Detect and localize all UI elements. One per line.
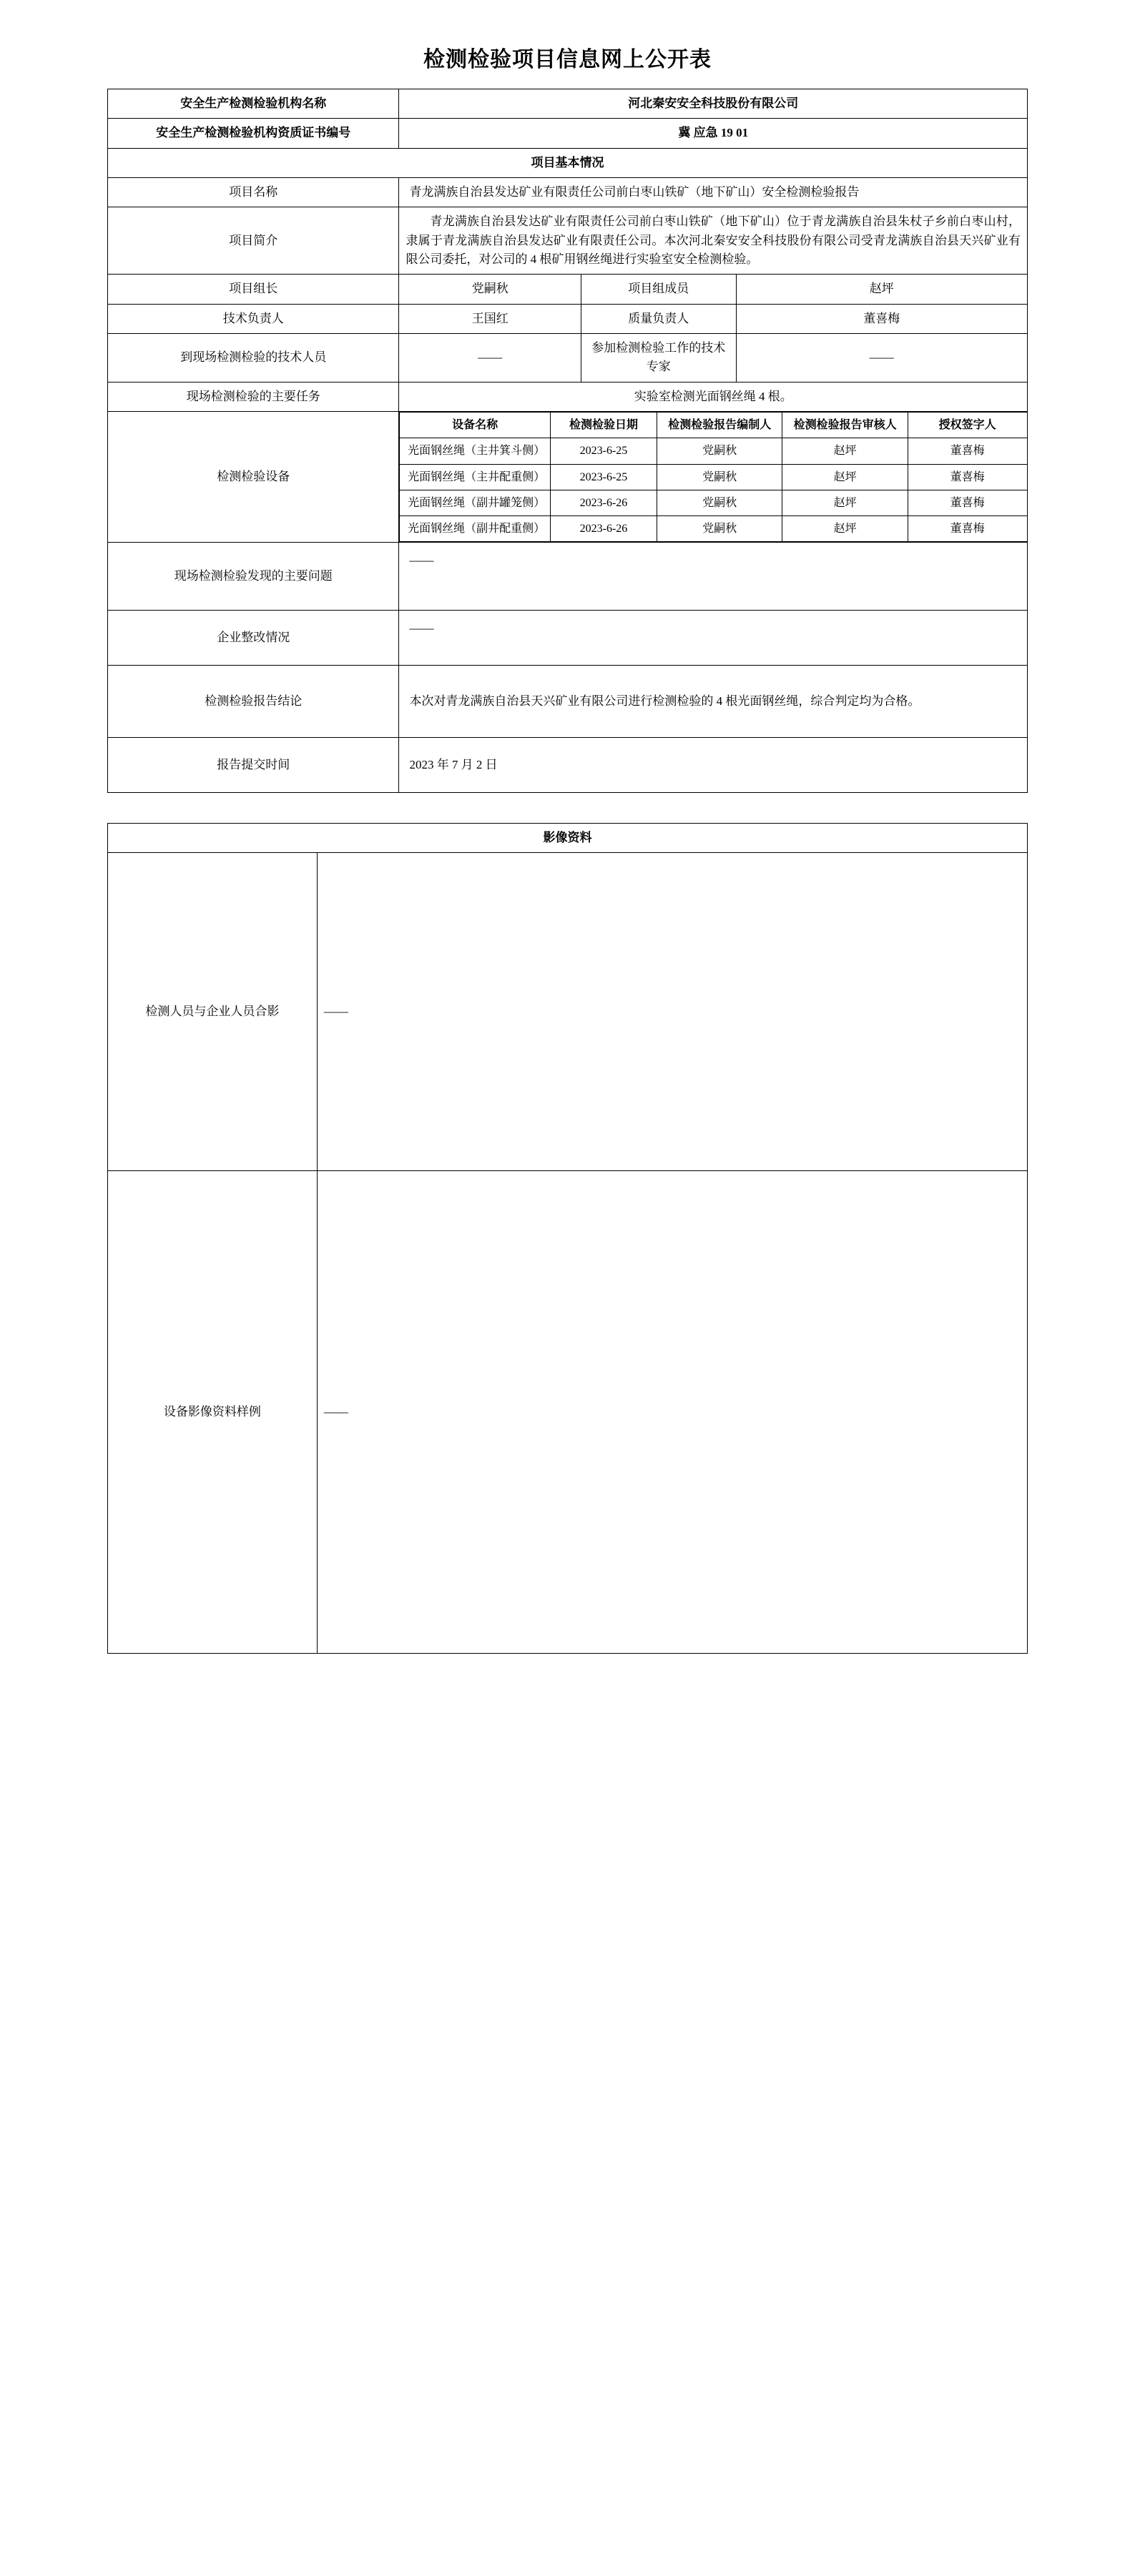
submit-time-label: 报告提交时间: [108, 738, 399, 793]
equipment-col-reviewer: 检测检验报告审核人: [782, 413, 908, 438]
equipment-compiler: 党嗣秋: [657, 515, 782, 541]
section-basic-info-header: 项目基本情况: [108, 148, 1028, 177]
table-row: [108, 853, 1028, 1171]
equipment-date: 2023-6-26: [550, 490, 657, 515]
equipment-date: 2023-6-26: [550, 515, 657, 541]
project-info-table: [107, 89, 1028, 793]
equipment-name: 光面钢丝绳（副井罐笼侧）: [400, 490, 550, 515]
equipment-table-container: [399, 412, 1028, 543]
table-row: [400, 490, 1027, 515]
equipment-signer: 董喜梅: [908, 490, 1027, 515]
equipment-label: 检测检验设备: [108, 412, 399, 543]
equipment-name: 光面钢丝绳（主井配重侧）: [400, 464, 550, 490]
table-row: [108, 666, 1028, 738]
equipment-signer: 董喜梅: [908, 515, 1027, 541]
rectification-label: 企业整改情况: [108, 611, 399, 666]
main-problem-label: 现场检测检验发现的主要问题: [108, 543, 399, 611]
equipment-signer: 董喜梅: [908, 464, 1027, 490]
table-row: [108, 382, 1028, 411]
quality-leader-label: 质量负责人: [581, 304, 736, 333]
rectification-value: ——: [399, 611, 1028, 666]
project-name-value: 青龙满族自治县发达矿业有限责任公司前白枣山铁矿（地下矿山）安全检测检验报告: [399, 178, 1028, 207]
table-row: [108, 543, 1028, 611]
onsite-tech-label: 到现场检测检验的技术人员: [108, 334, 399, 383]
table-row: [400, 464, 1027, 490]
table-gap-spacer: [107, 793, 1028, 823]
equipment-name: 光面钢丝绳（副井配重侧）: [400, 515, 550, 541]
table-row: [108, 1171, 1028, 1654]
expert-value: ——: [736, 334, 1027, 383]
equipment-date: 2023-6-25: [550, 464, 657, 490]
equipment-header-row: [400, 413, 1027, 438]
equipment-compiler: 党嗣秋: [657, 438, 782, 464]
equipment-photo-label: 设备影像资料样例: [108, 1171, 318, 1654]
project-leader-value: 党嗣秋: [399, 275, 581, 304]
table-row: [108, 178, 1028, 207]
equipment-compiler: 党嗣秋: [657, 464, 782, 490]
table-row: [108, 611, 1028, 666]
equipment-date: 2023-6-25: [550, 438, 657, 464]
org-name-value: 河北秦安安全科技股份有限公司: [399, 89, 1028, 119]
table-row: [108, 334, 1028, 383]
main-task-label: 现场检测检验的主要任务: [108, 382, 399, 411]
table-row: [108, 738, 1028, 793]
project-intro-label: 项目简介: [108, 207, 399, 275]
equipment-col-date: 检测检验日期: [550, 413, 657, 438]
equipment-compiler: 党嗣秋: [657, 490, 782, 515]
cert-number-value: 冀 应急 19 01: [399, 119, 1028, 148]
tech-leader-label: 技术负责人: [108, 304, 399, 333]
group-photo-value: ——: [317, 853, 1027, 1171]
equipment-col-name: 设备名称: [400, 413, 550, 438]
table-row: [400, 515, 1027, 541]
equipment-col-compiler: 检测检验报告编制人: [657, 413, 782, 438]
table-row: [400, 438, 1027, 464]
equipment-name: 光面钢丝绳（主井箕斗侧）: [400, 438, 550, 464]
table-row: [108, 824, 1028, 853]
main-task-value: 实验室检测光面钢丝绳 4 根。: [399, 382, 1028, 411]
table-row: [108, 148, 1028, 177]
project-intro-value: 青龙满族自治县发达矿业有限责任公司前白枣山铁矿（地下矿山）位于青龙满族自治县朱杖子乡前白枣山村，隶属于青龙满族自治县发达矿业有限责任公司。本次河北秦安安全科技股份有限公司受青龙满族自治县天兴矿业有限公司委托，对公司的 4 根矿用钢丝绳进行实验室安全检测检验。: [399, 207, 1028, 275]
cert-number-label: 安全生产检测检验机构资质证书编号: [108, 119, 399, 148]
table-row: [108, 275, 1028, 304]
table-row: [108, 119, 1028, 148]
tech-leader-value: 王国红: [399, 304, 581, 333]
equipment-reviewer: 赵坪: [782, 464, 908, 490]
onsite-tech-value: ——: [399, 334, 581, 383]
project-name-label: 项目名称: [108, 178, 399, 207]
project-leader-label: 项目组长: [108, 275, 399, 304]
submit-time-value: 2023 年 7 月 2 日: [399, 738, 1028, 793]
project-member-label: 项目组成员: [581, 275, 736, 304]
equipment-table: [399, 412, 1027, 542]
equipment-signer: 董喜梅: [908, 438, 1027, 464]
media-table: [107, 823, 1028, 1654]
table-row: [108, 412, 1028, 543]
quality-leader-value: 董喜梅: [736, 304, 1027, 333]
project-member-value: 赵坪: [736, 275, 1027, 304]
equipment-reviewer: 赵坪: [782, 490, 908, 515]
main-problem-value: ——: [399, 543, 1028, 611]
equipment-col-signer: 授权签字人: [908, 413, 1027, 438]
org-name-label: 安全生产检测检验机构名称: [108, 89, 399, 119]
equipment-reviewer: 赵坪: [782, 515, 908, 541]
page-title: 检测检验项目信息网上公开表: [423, 48, 712, 71]
conclusion-label: 检测检验报告结论: [108, 666, 399, 738]
table-row: [108, 207, 1028, 275]
media-section-title: 影像资料: [108, 824, 1028, 853]
table-row: [108, 89, 1028, 119]
expert-label: 参加检测检验工作的技术专家: [581, 334, 736, 383]
group-photo-label: 检测人员与企业人员合影: [108, 853, 318, 1171]
conclusion-value: 本次对青龙满族自治县天兴矿业有限公司进行检测检验的 4 根光面钢丝绳，综合判定均为合格。: [399, 666, 1028, 738]
equipment-reviewer: 赵坪: [782, 438, 908, 464]
equipment-photo-value: ——: [317, 1171, 1027, 1654]
table-row: [108, 304, 1028, 333]
